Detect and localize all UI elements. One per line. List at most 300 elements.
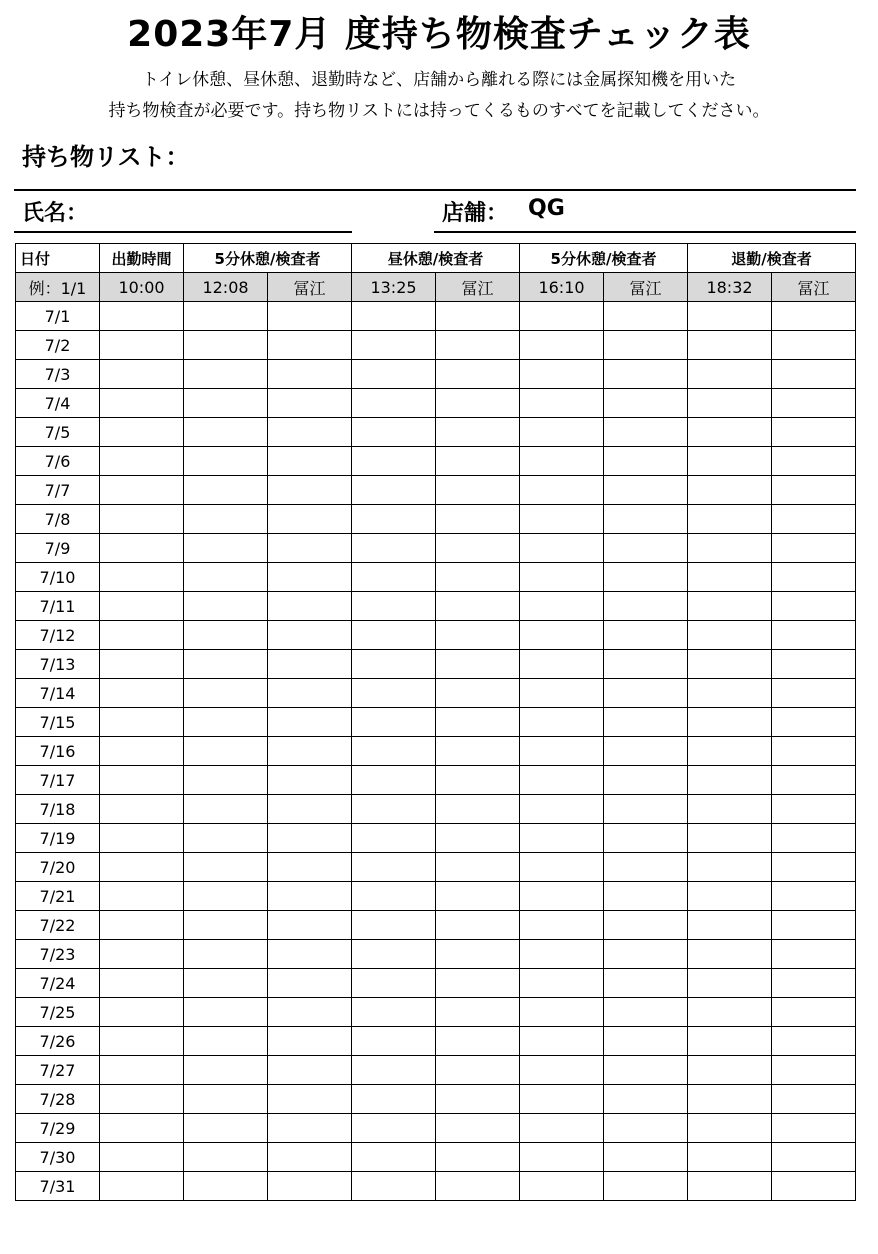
break1-inspector-cell[interactable] [268,331,352,360]
break2-time-cell[interactable] [520,360,604,389]
lunch-inspector-cell[interactable] [436,708,520,737]
clock-out-inspector-cell[interactable] [772,592,856,621]
break1-time-cell[interactable] [184,331,268,360]
clock-out-time-cell[interactable] [688,1085,772,1114]
clock-out-inspector-cell[interactable] [772,1143,856,1172]
break2-inspector-cell[interactable] [604,1143,688,1172]
lunch-time-cell[interactable] [352,418,436,447]
clock-out-inspector-cell[interactable] [772,1085,856,1114]
clock-out-inspector-cell[interactable] [772,679,856,708]
break2-inspector-cell[interactable] [604,476,688,505]
break1-time-cell[interactable] [184,1114,268,1143]
break1-inspector-cell[interactable] [268,1114,352,1143]
clock-out-inspector-cell[interactable] [772,1114,856,1143]
lunch-time-cell[interactable] [352,853,436,882]
clock-out-time-cell[interactable] [688,911,772,940]
clock-in-cell[interactable] [100,1085,184,1114]
lunch-inspector-cell[interactable] [436,302,520,331]
break1-inspector-cell[interactable] [268,563,352,592]
break2-time-cell[interactable] [520,621,604,650]
clock-out-inspector-cell[interactable] [772,360,856,389]
break1-inspector-cell[interactable] [268,505,352,534]
lunch-time-cell[interactable] [352,766,436,795]
break2-time-cell[interactable] [520,476,604,505]
break2-time-cell[interactable] [520,1085,604,1114]
break1-inspector-cell[interactable] [268,998,352,1027]
table-row [16,1172,856,1201]
break1-inspector-cell[interactable] [268,476,352,505]
lunch-time-cell[interactable] [352,679,436,708]
clock-out-inspector-cell[interactable] [772,969,856,998]
clock-out-inspector-cell[interactable] [772,1027,856,1056]
lunch-time-cell[interactable] [352,1172,436,1201]
clock-in-cell[interactable] [100,795,184,824]
break1-time-cell[interactable] [184,1056,268,1085]
break1-time-cell[interactable] [184,360,268,389]
clock-out-inspector-cell[interactable] [772,1056,856,1085]
break2-time-cell[interactable] [520,302,604,331]
lunch-time-cell[interactable] [352,1085,436,1114]
break2-inspector-cell[interactable] [604,795,688,824]
clock-out-inspector-cell[interactable] [772,331,856,360]
break2-inspector-cell[interactable] [604,360,688,389]
clock-out-inspector-cell[interactable] [772,882,856,911]
break1-inspector-cell[interactable] [268,882,352,911]
date-cell: 7/13 [16,650,100,679]
clock-out-time-cell[interactable] [688,447,772,476]
clock-in-cell[interactable] [100,476,184,505]
break1-inspector-cell[interactable] [268,911,352,940]
clock-out-inspector-cell[interactable] [772,534,856,563]
lunch-inspector-cell[interactable] [436,1114,520,1143]
break1-inspector-cell[interactable] [268,592,352,621]
lunch-inspector-cell[interactable] [436,766,520,795]
break1-time-cell[interactable] [184,418,268,447]
lunch-inspector-cell[interactable] [436,563,520,592]
break2-time-cell[interactable] [520,650,604,679]
break2-inspector-cell[interactable] [604,302,688,331]
clock-out-time-cell[interactable] [688,795,772,824]
clock-out-time-cell[interactable] [688,708,772,737]
break1-inspector-cell[interactable] [268,389,352,418]
break2-inspector-cell[interactable] [604,998,688,1027]
lunch-time-cell[interactable] [352,969,436,998]
lunch-inspector-cell[interactable] [436,621,520,650]
break2-inspector-cell[interactable] [604,592,688,621]
clock-out-inspector-cell[interactable] [772,795,856,824]
lunch-time-cell[interactable] [352,882,436,911]
clock-out-time-cell[interactable] [688,476,772,505]
clock-out-inspector-cell[interactable] [772,824,856,853]
break1-time-cell[interactable] [184,302,268,331]
break2-time-cell[interactable] [520,1172,604,1201]
break2-time-cell[interactable] [520,534,604,563]
break1-time-cell[interactable] [184,534,268,563]
lunch-time-cell[interactable] [352,1143,436,1172]
clock-in-cell[interactable] [100,592,184,621]
break2-time-cell[interactable] [520,1027,604,1056]
date-cell: 7/3 [16,360,100,389]
clock-in-cell[interactable] [100,1114,184,1143]
clock-in-cell[interactable] [100,998,184,1027]
clock-out-time-cell[interactable] [688,679,772,708]
clock-in-cell[interactable] [100,766,184,795]
break2-time-cell[interactable] [520,679,604,708]
lunch-inspector-cell[interactable] [436,1085,520,1114]
clock-out-time-cell[interactable] [688,1114,772,1143]
break1-inspector-cell[interactable] [268,302,352,331]
break1-inspector-cell[interactable] [268,1056,352,1085]
lunch-time-cell[interactable] [352,1056,436,1085]
break1-inspector-cell[interactable] [268,534,352,563]
break2-time-cell[interactable] [520,389,604,418]
clock-in-cell[interactable] [100,1056,184,1085]
break1-time-cell[interactable] [184,592,268,621]
break1-time-cell[interactable] [184,447,268,476]
lunch-time-cell[interactable] [352,795,436,824]
break2-time-cell[interactable] [520,766,604,795]
clock-out-time-cell[interactable] [688,766,772,795]
lunch-inspector-cell[interactable] [436,882,520,911]
break2-inspector-cell[interactable] [604,1114,688,1143]
table-row [16,447,856,476]
break1-time-cell[interactable] [184,969,268,998]
clock-out-time-cell[interactable] [688,505,772,534]
clock-out-inspector-cell[interactable] [772,650,856,679]
lunch-time-cell[interactable] [352,563,436,592]
break1-time-cell[interactable] [184,679,268,708]
clock-out-time-cell[interactable] [688,737,772,766]
lunch-time-cell[interactable] [352,621,436,650]
lunch-inspector-cell[interactable] [436,650,520,679]
clock-out-time-cell[interactable] [688,998,772,1027]
table-row [16,911,856,940]
break2-time-cell[interactable] [520,505,604,534]
break2-inspector-cell[interactable] [604,650,688,679]
break1-inspector-cell[interactable] [268,621,352,650]
lunch-inspector-cell[interactable] [436,679,520,708]
clock-in-cell[interactable] [100,679,184,708]
break1-time-cell[interactable] [184,621,268,650]
clock-in-cell[interactable] [100,708,184,737]
lunch-inspector-cell[interactable] [436,1172,520,1201]
lunch-time-cell[interactable] [352,331,436,360]
break1-inspector-cell[interactable] [268,969,352,998]
clock-out-time-cell[interactable] [688,940,772,969]
break2-time-cell[interactable] [520,940,604,969]
break1-time-cell[interactable] [184,911,268,940]
table-row [16,1027,856,1056]
break1-inspector-cell[interactable] [268,737,352,766]
clock-out-time-cell[interactable] [688,389,772,418]
break1-time-cell[interactable] [184,1085,268,1114]
lunch-time-cell[interactable] [352,1114,436,1143]
clock-out-inspector-cell[interactable] [772,476,856,505]
clock-in-cell[interactable] [100,1143,184,1172]
clock-in-cell[interactable] [100,824,184,853]
clock-in-cell[interactable] [100,969,184,998]
break2-inspector-cell[interactable] [604,853,688,882]
break2-inspector-cell[interactable] [604,418,688,447]
clock-out-time-cell[interactable] [688,418,772,447]
lunch-inspector-cell[interactable] [436,911,520,940]
clock-in-cell[interactable] [100,1027,184,1056]
break1-time-cell[interactable] [184,505,268,534]
break2-inspector-cell[interactable] [604,1085,688,1114]
name-field[interactable] [14,231,352,233]
break1-time-cell[interactable] [184,708,268,737]
clock-out-inspector-cell[interactable] [772,505,856,534]
break2-inspector-cell[interactable] [604,563,688,592]
break2-time-cell[interactable] [520,911,604,940]
table-row [16,650,856,679]
clock-out-inspector-cell[interactable] [772,389,856,418]
break2-time-cell[interactable] [520,795,604,824]
example-break2-time: 16:10 [520,273,604,302]
break2-inspector-cell[interactable] [604,708,688,737]
clock-out-time-cell[interactable] [688,1056,772,1085]
break2-time-cell[interactable] [520,882,604,911]
clock-out-inspector-cell[interactable] [772,737,856,766]
break1-time-cell[interactable] [184,853,268,882]
break1-inspector-cell[interactable] [268,824,352,853]
break2-inspector-cell[interactable] [604,331,688,360]
lunch-inspector-cell[interactable] [436,940,520,969]
lunch-time-cell[interactable] [352,447,436,476]
clock-out-inspector-cell[interactable] [772,766,856,795]
clock-out-time-cell[interactable] [688,534,772,563]
clock-out-inspector-cell[interactable] [772,621,856,650]
break1-time-cell[interactable] [184,795,268,824]
clock-out-time-cell[interactable] [688,969,772,998]
break2-inspector-cell[interactable] [604,882,688,911]
break2-inspector-cell[interactable] [604,447,688,476]
clock-out-time-cell[interactable] [688,824,772,853]
clock-in-cell[interactable] [100,737,184,766]
break1-time-cell[interactable] [184,476,268,505]
table-row [16,882,856,911]
break1-time-cell[interactable] [184,998,268,1027]
lunch-inspector-cell[interactable] [436,389,520,418]
break2-time-cell[interactable] [520,824,604,853]
clock-out-time-cell[interactable] [688,650,772,679]
clock-out-time-cell[interactable] [688,853,772,882]
lunch-time-cell[interactable] [352,592,436,621]
table-row [16,1114,856,1143]
clock-out-time-cell[interactable] [688,592,772,621]
break1-inspector-cell[interactable] [268,708,352,737]
lunch-inspector-cell[interactable] [436,824,520,853]
break2-time-cell[interactable] [520,998,604,1027]
break2-inspector-cell[interactable] [604,1172,688,1201]
clock-in-cell[interactable] [100,418,184,447]
lunch-time-cell[interactable] [352,476,436,505]
break2-time-cell[interactable] [520,853,604,882]
break2-time-cell[interactable] [520,1114,604,1143]
clock-in-cell[interactable] [100,331,184,360]
break2-time-cell[interactable] [520,331,604,360]
break2-inspector-cell[interactable] [604,1027,688,1056]
break1-inspector-cell[interactable] [268,940,352,969]
break1-time-cell[interactable] [184,737,268,766]
break1-time-cell[interactable] [184,650,268,679]
break2-time-cell[interactable] [520,592,604,621]
break1-inspector-cell[interactable] [268,766,352,795]
lunch-inspector-cell[interactable] [436,969,520,998]
clock-out-time-cell[interactable] [688,302,772,331]
lunch-time-cell[interactable] [352,389,436,418]
break1-inspector-cell[interactable] [268,795,352,824]
break2-inspector-cell[interactable] [604,911,688,940]
date-cell: 7/27 [16,1056,100,1085]
clock-in-cell[interactable] [100,853,184,882]
table-row [16,360,856,389]
table-row [16,998,856,1027]
clock-out-time-cell[interactable] [688,563,772,592]
break2-inspector-cell[interactable] [604,679,688,708]
header-clock-in: 出勤時間 [100,244,184,273]
break2-time-cell[interactable] [520,418,604,447]
break2-time-cell[interactable] [520,1143,604,1172]
break1-inspector-cell[interactable] [268,418,352,447]
header-date: 日付 [16,244,100,273]
clock-out-inspector-cell[interactable] [772,940,856,969]
break1-inspector-cell[interactable] [268,1027,352,1056]
break1-time-cell[interactable] [184,389,268,418]
lunch-time-cell[interactable] [352,911,436,940]
clock-in-cell[interactable] [100,1172,184,1201]
clock-out-inspector-cell[interactable] [772,911,856,940]
lunch-inspector-cell[interactable] [436,998,520,1027]
break2-inspector-cell[interactable] [604,389,688,418]
break1-inspector-cell[interactable] [268,447,352,476]
header-break-1: 5分休憩/検査者 [184,244,352,273]
lunch-inspector-cell[interactable] [436,1027,520,1056]
break2-time-cell[interactable] [520,563,604,592]
example-break2-inspector: 冨江 [604,273,688,302]
clock-in-cell[interactable] [100,650,184,679]
clock-in-cell[interactable] [100,621,184,650]
break1-time-cell[interactable] [184,563,268,592]
clock-in-cell[interactable] [100,563,184,592]
clock-out-inspector-cell[interactable] [772,563,856,592]
lunch-time-cell[interactable] [352,1027,436,1056]
clock-out-time-cell[interactable] [688,1172,772,1201]
break2-inspector-cell[interactable] [604,534,688,563]
break1-inspector-cell[interactable] [268,360,352,389]
clock-in-cell[interactable] [100,389,184,418]
lunch-inspector-cell[interactable] [436,795,520,824]
break1-inspector-cell[interactable] [268,679,352,708]
break1-inspector-cell[interactable] [268,1172,352,1201]
clock-in-cell[interactable] [100,447,184,476]
lunch-time-cell[interactable] [352,940,436,969]
break2-inspector-cell[interactable] [604,824,688,853]
clock-out-time-cell[interactable] [688,1027,772,1056]
lunch-inspector-cell[interactable] [436,447,520,476]
break2-inspector-cell[interactable] [604,621,688,650]
lunch-inspector-cell[interactable] [436,1056,520,1085]
clock-in-cell[interactable] [100,360,184,389]
clock-out-time-cell[interactable] [688,331,772,360]
break1-time-cell[interactable] [184,1172,268,1201]
clock-out-time-cell[interactable] [688,1143,772,1172]
lunch-inspector-cell[interactable] [436,534,520,563]
clock-out-time-cell[interactable] [688,882,772,911]
lunch-inspector-cell[interactable] [436,737,520,766]
lunch-inspector-cell[interactable] [436,592,520,621]
lunch-time-cell[interactable] [352,534,436,563]
clock-out-time-cell[interactable] [688,360,772,389]
example-break1-time: 12:08 [184,273,268,302]
lunch-time-cell[interactable] [352,708,436,737]
clock-in-cell[interactable] [100,940,184,969]
break2-time-cell[interactable] [520,708,604,737]
clock-in-cell[interactable] [100,302,184,331]
break1-time-cell[interactable] [184,1143,268,1172]
clock-out-time-cell[interactable] [688,621,772,650]
break2-inspector-cell[interactable] [604,737,688,766]
break1-inspector-cell[interactable] [268,1143,352,1172]
break2-inspector-cell[interactable] [604,940,688,969]
break2-time-cell[interactable] [520,969,604,998]
clock-out-inspector-cell[interactable] [772,853,856,882]
break2-inspector-cell[interactable] [604,1056,688,1085]
lunch-time-cell[interactable] [352,998,436,1027]
lunch-time-cell[interactable] [352,302,436,331]
lunch-time-cell[interactable] [352,824,436,853]
break1-time-cell[interactable] [184,766,268,795]
break2-time-cell[interactable] [520,1056,604,1085]
lunch-inspector-cell[interactable] [436,360,520,389]
table-row [16,621,856,650]
break1-time-cell[interactable] [184,940,268,969]
clock-in-cell[interactable] [100,505,184,534]
lunch-inspector-cell[interactable] [436,853,520,882]
break1-time-cell[interactable] [184,824,268,853]
lunch-inspector-cell[interactable] [436,1143,520,1172]
break1-time-cell[interactable] [184,882,268,911]
clock-out-inspector-cell[interactable] [772,418,856,447]
lunch-inspector-cell[interactable] [436,331,520,360]
break1-inspector-cell[interactable] [268,650,352,679]
clock-in-cell[interactable] [100,882,184,911]
break1-inspector-cell[interactable] [268,853,352,882]
clock-in-cell[interactable] [100,534,184,563]
lunch-time-cell[interactable] [352,650,436,679]
lunch-inspector-cell[interactable] [436,418,520,447]
break2-inspector-cell[interactable] [604,766,688,795]
lunch-inspector-cell[interactable] [436,476,520,505]
break2-inspector-cell[interactable] [604,505,688,534]
break2-time-cell[interactable] [520,447,604,476]
break2-inspector-cell[interactable] [604,969,688,998]
lunch-time-cell[interactable] [352,360,436,389]
lunch-inspector-cell[interactable] [436,505,520,534]
clock-out-inspector-cell[interactable] [772,708,856,737]
clock-in-cell[interactable] [100,911,184,940]
break2-time-cell[interactable] [520,737,604,766]
lunch-time-cell[interactable] [352,737,436,766]
clock-out-inspector-cell[interactable] [772,447,856,476]
break1-inspector-cell[interactable] [268,1085,352,1114]
clock-out-inspector-cell[interactable] [772,302,856,331]
clock-out-inspector-cell[interactable] [772,998,856,1027]
lunch-time-cell[interactable] [352,505,436,534]
clock-out-inspector-cell[interactable] [772,1172,856,1201]
header-break-2: 5分休憩/検査者 [520,244,688,273]
break1-time-cell[interactable] [184,1027,268,1056]
